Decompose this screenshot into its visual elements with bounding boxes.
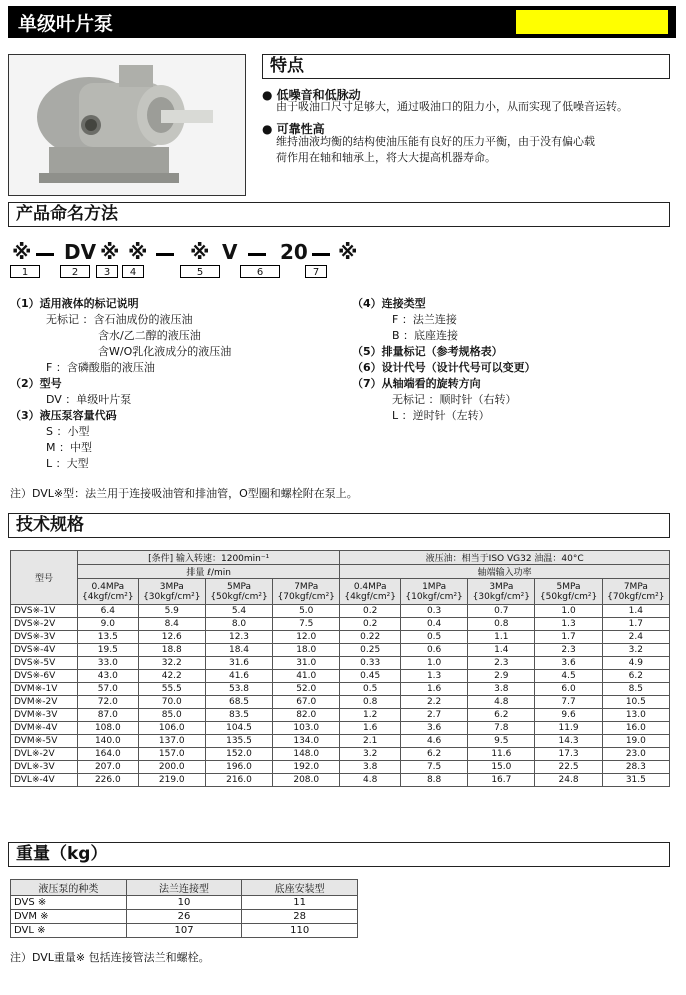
spec-table-body: [11, 605, 670, 787]
header-yellow-block: [516, 10, 668, 34]
spec-value-cell: 8.0: [205, 618, 272, 631]
spec-value-cell: 28.3: [602, 761, 669, 774]
spec-disp-col-3-p: 5MPa: [226, 581, 251, 592]
spec-value-cell: 226.0: [78, 774, 139, 787]
code-box-4: 4: [122, 265, 144, 278]
spec-power-col-1-k: {4kgf/cm²}: [344, 591, 396, 602]
spec-value-cell: 31.5: [602, 774, 669, 787]
spec-value-cell: 7.5: [400, 761, 467, 774]
spec-disp-col-3: [205, 579, 272, 605]
spec-disp-col-1: [78, 579, 139, 605]
spec-model-cell: DVS※-5V: [11, 657, 78, 670]
spec-value-cell: 2.3: [535, 644, 602, 657]
spec-model-header: 型号: [11, 551, 78, 605]
naming-left-5: F ：含磷酸脂的液压油: [46, 361, 155, 374]
spec-value-cell: 0.5: [400, 631, 467, 644]
code-7: 20: [280, 240, 308, 264]
spec-value-cell: 52.0: [273, 683, 340, 696]
weight-value-cell: 10: [126, 896, 242, 910]
spec-value-cell: 42.2: [138, 670, 205, 683]
spec-disp-col-3-k: {50kgf/cm²}: [210, 591, 268, 602]
naming-right-6: （7）从轴端看的旋转方向: [352, 377, 481, 390]
spec-value-cell: 8.4: [138, 618, 205, 631]
spec-value-cell: 148.0: [273, 748, 340, 761]
spec-value-cell: 33.0: [78, 657, 139, 670]
code-box-1: 1: [10, 265, 40, 278]
spec-value-cell: 0.22: [340, 631, 401, 644]
spec-value-cell: 11.6: [468, 748, 535, 761]
spec-value-cell: 12.6: [138, 631, 205, 644]
spec-value-cell: 16.7: [468, 774, 535, 787]
spec-value-cell: 4.5: [535, 670, 602, 683]
spec-value-cell: 19.5: [78, 644, 139, 657]
spec-model-cell: DVM※-2V: [11, 696, 78, 709]
weight-header-base: 底座安装型: [242, 880, 358, 896]
naming-right-1: （4）连接类型: [352, 297, 426, 310]
feature-1-heading: ● 低噪音和低脉动: [262, 88, 361, 102]
spec-model-cell: DVM※-5V: [11, 735, 78, 748]
spec-value-cell: 1.2: [340, 709, 401, 722]
spec-value-cell: 0.25: [340, 644, 401, 657]
naming-left-1: （1）适用液体的标记说明: [10, 297, 139, 310]
spec-value-cell: 6.2: [400, 748, 467, 761]
spec-value-cell: 3.2: [602, 644, 669, 657]
code-2: DV: [64, 240, 97, 264]
spec-value-cell: 135.5: [205, 735, 272, 748]
spec-value-cell: 104.5: [205, 722, 272, 735]
spec-value-cell: 12.0: [273, 631, 340, 644]
naming-title: 产品命名方法: [8, 202, 670, 227]
spec-value-cell: 2.7: [400, 709, 467, 722]
spec-value-cell: 24.8: [535, 774, 602, 787]
spec-value-cell: 85.0: [138, 709, 205, 722]
naming-left-3: 含水/乙二醇的液压油: [98, 329, 201, 342]
spec-value-cell: 18.0: [273, 644, 340, 657]
weight-table-row: [11, 896, 358, 910]
spec-value-cell: 1.4: [602, 605, 669, 618]
weight-note: 注）DVL重量※ 包括连接管法兰和螺栓。: [10, 951, 210, 964]
spec-power-col-3-p: 3MPa: [489, 581, 514, 592]
spec-table-row: [11, 683, 670, 696]
spec-value-cell: 41.6: [205, 670, 272, 683]
naming-right-3: B ：底座连接: [392, 329, 459, 342]
spec-model-cell: DVL※-2V: [11, 748, 78, 761]
spec-value-cell: 15.0: [468, 761, 535, 774]
spec-value-cell: 1.1: [468, 631, 535, 644]
spec-value-cell: 12.3: [205, 631, 272, 644]
spec-value-cell: 18.4: [205, 644, 272, 657]
spec-value-cell: 200.0: [138, 761, 205, 774]
spec-power-header: 轴端输入功率: [340, 565, 670, 579]
spec-value-cell: 3.2: [340, 748, 401, 761]
spec-power-col-2-p: 1MPa: [422, 581, 447, 592]
spec-table-row: [11, 722, 670, 735]
naming-left-10: M ：中型: [46, 441, 92, 454]
naming-left-list: [10, 296, 330, 472]
spec-value-cell: 31.0: [273, 657, 340, 670]
spec-disp-col-2: [138, 579, 205, 605]
spec-power-col-5: [602, 579, 669, 605]
code-6: V: [222, 240, 238, 264]
spec-value-cell: 1.7: [535, 631, 602, 644]
code-dash-2: [156, 253, 174, 256]
spec-value-cell: 192.0: [273, 761, 340, 774]
spec-power-col-4-p: 5MPa: [556, 581, 581, 592]
spec-model-cell: DVL※-4V: [11, 774, 78, 787]
spec-value-cell: 1.3: [400, 670, 467, 683]
spec-model-cell: DVL※-3V: [11, 761, 78, 774]
spec-value-cell: 5.9: [138, 605, 205, 618]
spec-value-cell: 82.0: [273, 709, 340, 722]
spec-table-row: [11, 696, 670, 709]
spec-model-cell: DVS※-6V: [11, 670, 78, 683]
spec-value-cell: 0.7: [468, 605, 535, 618]
spec-disp-col-4-k: {70kgf/cm²}: [277, 591, 335, 602]
weight-value-cell: 11: [242, 896, 358, 910]
naming-left-11: L ：大型: [46, 457, 89, 470]
spec-power-col-5-p: 7MPa: [623, 581, 648, 592]
spec-value-cell: 152.0: [205, 748, 272, 761]
spec-value-cell: 70.0: [138, 696, 205, 709]
spec-value-cell: 32.2: [138, 657, 205, 670]
spec-value-cell: 4.8: [340, 774, 401, 787]
spec-model-cell: DVS※-4V: [11, 644, 78, 657]
spec-power-col-5-k: {70kgf/cm²}: [607, 591, 665, 602]
spec-disp-col-1-p: 0.4MPa: [91, 581, 125, 592]
spec-value-cell: 53.8: [205, 683, 272, 696]
feature-2-desc2: 荷作用在轴和轴承上，将大大提高机器寿命。: [276, 151, 496, 164]
spec-value-cell: 8.5: [602, 683, 669, 696]
spec-value-cell: 7.5: [273, 618, 340, 631]
naming-left-4: 含W/O乳化液成分的液压油: [98, 345, 232, 358]
spec-value-cell: 3.8: [468, 683, 535, 696]
spec-value-cell: 7.8: [468, 722, 535, 735]
spec-value-cell: 208.0: [273, 774, 340, 787]
spec-value-cell: 137.0: [138, 735, 205, 748]
code-dash-4: [312, 253, 330, 256]
spec-value-cell: 2.9: [468, 670, 535, 683]
spec-table-row: [11, 605, 670, 618]
code-5: ※: [190, 240, 210, 264]
spec-value-cell: 3.6: [400, 722, 467, 735]
spec-model-cell: DVM※-1V: [11, 683, 78, 696]
spec-cond-right: 液压油：相当于ISO VG32 油温：40°C: [340, 551, 670, 565]
feature-2-heading: ● 可靠性高: [262, 122, 325, 136]
spec-power-col-4-k: {50kgf/cm²}: [539, 591, 598, 602]
spec-value-cell: 6.2: [468, 709, 535, 722]
spec-model-cell: DVS※-2V: [11, 618, 78, 631]
spec-value-cell: 0.45: [340, 670, 401, 683]
weight-title: 重量（kg）: [8, 842, 670, 867]
code-box-3: 3: [96, 265, 118, 278]
code-box-7: 7: [305, 265, 327, 278]
naming-left-6: （2）型号: [10, 377, 62, 390]
spec-value-cell: 72.0: [78, 696, 139, 709]
spec-value-cell: 31.6: [205, 657, 272, 670]
weight-type-cell: DVL ※: [11, 924, 127, 938]
code-box-5: 5: [180, 265, 220, 278]
spec-value-cell: 13.5: [78, 631, 139, 644]
spec-table-row: [11, 670, 670, 683]
spec-value-cell: 87.0: [78, 709, 139, 722]
spec-table-row: [11, 748, 670, 761]
spec-table-row: [11, 631, 670, 644]
spec-value-cell: 67.0: [273, 696, 340, 709]
spec-power-col-3: [468, 579, 535, 605]
spec-disp-col-4-p: 7MPa: [294, 581, 319, 592]
spec-value-cell: 2.1: [340, 735, 401, 748]
header-bar: [8, 6, 676, 38]
weight-table: [10, 879, 358, 938]
spec-value-cell: 108.0: [78, 722, 139, 735]
spec-table-row: [11, 735, 670, 748]
spec-value-cell: 5.0: [273, 605, 340, 618]
spec-value-cell: 207.0: [78, 761, 139, 774]
spec-value-cell: 9.5: [468, 735, 535, 748]
feature-1-desc: 由于吸油口尺寸足够大，通过吸油口的阻力小，从而实现了低噪音运转。: [276, 100, 628, 113]
code-8: ※: [338, 240, 358, 264]
spec-value-cell: 0.5: [340, 683, 401, 696]
spec-value-cell: 1.3: [535, 618, 602, 631]
code-box-6: 6: [240, 265, 280, 278]
code-3: ※: [100, 240, 120, 264]
spec-power-col-1-p: 0.4MPa: [353, 581, 387, 592]
spec-value-cell: 8.8: [400, 774, 467, 787]
spec-value-cell: 55.5: [138, 683, 205, 696]
spec-value-cell: 4.6: [400, 735, 467, 748]
spec-value-cell: 18.8: [138, 644, 205, 657]
spec-value-cell: 83.5: [205, 709, 272, 722]
spec-table-row: [11, 709, 670, 722]
spec-table: [10, 550, 670, 787]
spec-power-col-3-k: {30kgf/cm²}: [472, 591, 531, 602]
weight-value-cell: 26: [126, 910, 242, 924]
spec-value-cell: 5.4: [205, 605, 272, 618]
spec-value-cell: 6.0: [535, 683, 602, 696]
naming-right-5: （6）设计代号（设计代号可以变更）: [352, 361, 536, 374]
spec-value-cell: 2.2: [400, 696, 467, 709]
spec-value-cell: 134.0: [273, 735, 340, 748]
spec-value-cell: 68.5: [205, 696, 272, 709]
spec-power-col-1: [340, 579, 401, 605]
spec-value-cell: 41.0: [273, 670, 340, 683]
spec-value-cell: 4.9: [602, 657, 669, 670]
features-title: 特点: [262, 54, 670, 79]
spec-value-cell: 57.0: [78, 683, 139, 696]
spec-value-cell: 16.0: [602, 722, 669, 735]
page-title: 单级叶片泵: [18, 13, 114, 35]
spec-table-row: [11, 774, 670, 787]
spec-value-cell: 3.6: [535, 657, 602, 670]
naming-note: 注）DVL※型：法兰用于连接吸油管和排油管，O型圈和螺栓附在泵上。: [10, 487, 358, 500]
spec-value-cell: 1.0: [400, 657, 467, 670]
spec-value-cell: 216.0: [205, 774, 272, 787]
spec-value-cell: 1.6: [400, 683, 467, 696]
code-dash-3: [248, 253, 266, 256]
spec-table-row: [11, 644, 670, 657]
spec-value-cell: 22.5: [535, 761, 602, 774]
spec-value-cell: 14.3: [535, 735, 602, 748]
spec-value-cell: 6.2: [602, 670, 669, 683]
spec-value-cell: 106.0: [138, 722, 205, 735]
spec-value-cell: 7.7: [535, 696, 602, 709]
weight-table-row: [11, 910, 358, 924]
spec-table-row: [11, 618, 670, 631]
spec-value-cell: 103.0: [273, 722, 340, 735]
spec-value-cell: 0.33: [340, 657, 401, 670]
spec-model-cell: DVS※-1V: [11, 605, 78, 618]
spec-model-cell: DVS※-3V: [11, 631, 78, 644]
spec-value-cell: 17.3: [535, 748, 602, 761]
code-1: ※: [12, 240, 32, 264]
spec-value-cell: 11.9: [535, 722, 602, 735]
naming-left-2: 无标记 ：含石油成份的液压油: [46, 313, 193, 326]
spec-value-cell: 4.8: [468, 696, 535, 709]
spec-power-col-4: [535, 579, 602, 605]
naming-right-8: L ：逆时针（左转）: [392, 409, 490, 422]
weight-table-row: [11, 924, 358, 938]
weight-value-cell: 107: [126, 924, 242, 938]
spec-value-cell: 23.0: [602, 748, 669, 761]
feature-2-head-text: 可靠性高: [276, 122, 325, 136]
spec-value-cell: 157.0: [138, 748, 205, 761]
feature-2-desc: 维持油液均衡的结构使油压能有良好的压力平衡，由于没有偏心载: [276, 135, 595, 148]
spec-model-cell: DVM※-3V: [11, 709, 78, 722]
spec-value-cell: 19.0: [602, 735, 669, 748]
spec-value-cell: 1.0: [535, 605, 602, 618]
spec-disp-col-4: [273, 579, 340, 605]
spec-value-cell: 219.0: [138, 774, 205, 787]
spec-cond-left: [条件] 输入转速：1200min⁻¹: [78, 551, 340, 565]
spec-disp-header: 排量 ℓ/min: [78, 565, 340, 579]
naming-right-2: F ：法兰连接: [392, 313, 457, 326]
naming-left-8: （3）液压泵容量代码: [10, 409, 117, 422]
spec-value-cell: 1.7: [602, 618, 669, 631]
weight-header-flange: 法兰连接型: [126, 880, 242, 896]
spec-power-col-2-k: {10kgf/cm²}: [405, 591, 463, 602]
spec-model-cell: DVM※-4V: [11, 722, 78, 735]
weight-value-cell: 110: [242, 924, 358, 938]
weight-table-body: [11, 896, 358, 938]
spec-value-cell: 10.5: [602, 696, 669, 709]
code-box-2: 2: [60, 265, 90, 278]
spec-table-row: [11, 761, 670, 774]
spec-value-cell: 2.4: [602, 631, 669, 644]
spec-value-cell: 2.3: [468, 657, 535, 670]
spec-disp-col-1-k: {4kgf/cm²}: [82, 591, 134, 602]
spec-table-row: [11, 657, 670, 670]
spec-value-cell: 0.3: [400, 605, 467, 618]
weight-header-type: 液压泵的种类: [11, 880, 127, 896]
weight-type-cell: DVS ※: [11, 896, 127, 910]
spec-value-cell: 0.6: [400, 644, 467, 657]
spec-value-cell: 13.0: [602, 709, 669, 722]
spec-value-cell: 0.2: [340, 618, 401, 631]
weight-type-cell: DVM ※: [11, 910, 127, 924]
spec-value-cell: 9.0: [78, 618, 139, 631]
spec-value-cell: 6.4: [78, 605, 139, 618]
naming-right-4: （5）排量标记（参考规格表）: [352, 345, 503, 358]
spec-value-cell: 43.0: [78, 670, 139, 683]
naming-left-9: S ：小型: [46, 425, 90, 438]
spec-value-cell: 140.0: [78, 735, 139, 748]
spec-disp-col-2-k: {30kgf/cm²}: [143, 591, 201, 602]
spec-value-cell: 0.4: [400, 618, 467, 631]
spec-power-col-2: [400, 579, 467, 605]
naming-left-7: DV ：单级叶片泵: [46, 393, 132, 406]
spec-value-cell: 1.4: [468, 644, 535, 657]
product-photo: [8, 54, 246, 196]
spec-value-cell: 0.8: [340, 696, 401, 709]
spec-value-cell: 3.8: [340, 761, 401, 774]
naming-right-7: 无标记 ：顺时针（右转）: [392, 393, 517, 406]
spec-value-cell: 0.8: [468, 618, 535, 631]
feature-1-head-text: 低噪音和低脉动: [276, 88, 361, 102]
spec-value-cell: 164.0: [78, 748, 139, 761]
spec-value-cell: 196.0: [205, 761, 272, 774]
spec-value-cell: 0.2: [340, 605, 401, 618]
vane-pump-image: [9, 55, 245, 195]
code-dash-1: [36, 253, 54, 256]
spec-disp-col-2-p: 3MPa: [159, 581, 184, 592]
code-4: ※: [128, 240, 148, 264]
spec-value-cell: 9.6: [535, 709, 602, 722]
weight-value-cell: 28: [242, 910, 358, 924]
spec-value-cell: 1.6: [340, 722, 401, 735]
naming-right-list: [352, 296, 672, 424]
spec-title: 技术规格: [8, 513, 670, 538]
